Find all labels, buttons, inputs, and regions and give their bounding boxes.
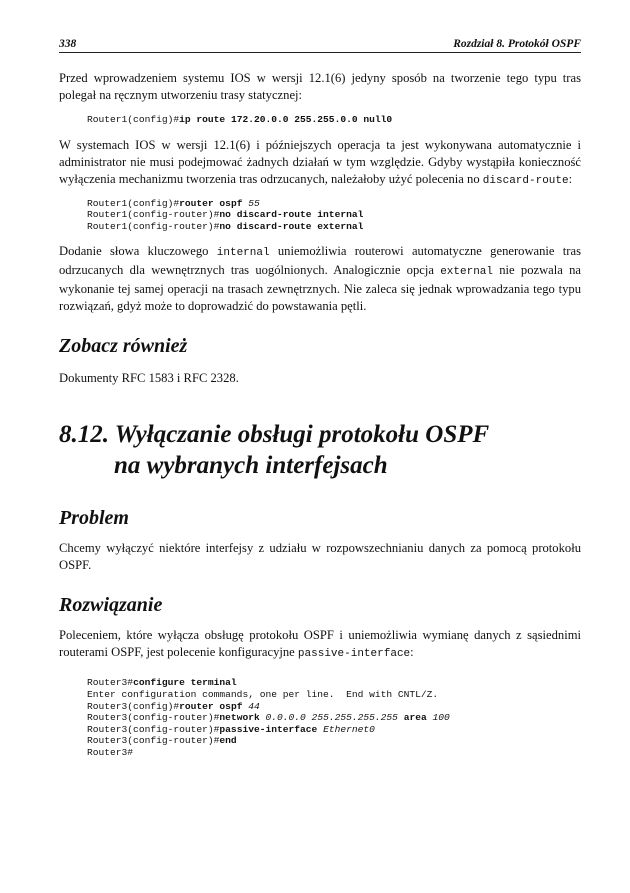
code-prompt: Router3(config-router)#: [87, 735, 220, 747]
code-block-passive-interface: [59, 677, 581, 758]
code-prompt: Router1(config-router)#: [87, 209, 220, 221]
code-command: network: [219, 712, 260, 724]
paragraph-tail: :: [568, 171, 573, 186]
code-command: configure terminal: [133, 677, 237, 689]
code-command: passive-interface: [219, 723, 318, 735]
paragraph-text: W systemach IOS w wersji 12.1(6) i późniejszych operacja ta jest wykonywana automatycznie i administrator nie musi podejmować żadnych działań w tym względzie. Gdyby wystąpiła konieczność wyłączenia mechanizmu tworzenia tras odrzucanych, należałoby użyć polecenia no: [59, 137, 581, 186]
code-prompt: Router3(config-router)#: [87, 712, 220, 724]
code-argument: 100: [432, 712, 450, 724]
paragraph-text: nie pozwala na wykonanie tej samej operacji na trasach zewnętrznych. Nie zaleca się jednak wprowadzania tego typu rozwiązań, gdyż może to doprowadzić do powstawania pętli.: [59, 263, 581, 314]
code-command: router ospf: [179, 197, 243, 209]
section-title: [59, 419, 581, 481]
inline-code-passive-interface: passive-interface: [297, 648, 411, 661]
code-argument: 0.0.0.0 255.255.255.255: [265, 712, 398, 724]
paragraph-intro: Przed wprowadzeniem systemu IOS w wersji 12.1(6) jedyny sposób na tworzenie tego typu tras polegał na ręcznym utworzeniu trasy statycznej:: [59, 71, 581, 102]
code-argument: Ethernet0: [323, 723, 375, 735]
code-command: no discard-route external: [219, 220, 364, 232]
see-also-heading: Zobacz również: [59, 335, 188, 358]
code-prompt: Router3(config-router)#: [87, 723, 220, 735]
problem-heading: Problem: [59, 507, 129, 530]
see-also-text: Dokumenty RFC 1583 i RFC 2328.: [59, 371, 239, 386]
code-prompt: Router1(config)#: [87, 114, 180, 125]
paragraph-text: Poleceniem, które wyłącza obsługę protokołu OSPF i uniemożliwia wymianę danych z sąsiednimi routerami OSPF, jest polecenie konfiguracyjne: [59, 628, 581, 660]
problem-text: Chcemy wyłączyć niektóre interfejsy z udziału w rozpowszechnianiu danych za pomocą protokołu OSPF.: [59, 541, 581, 573]
code-command: no discard-route internal: [219, 209, 364, 221]
code-output: Enter configuration commands, one per line. End with CNTL/Z.: [87, 688, 439, 700]
code-command: area: [403, 712, 427, 724]
code-prompt: Router1(config-router)#: [87, 220, 220, 232]
code-prompt: Router1(config)#: [87, 197, 180, 209]
section-title-line-1: 8.12. Wyłączanie obsługi protokołu OSPF: [59, 421, 490, 449]
code-block-discard-route: [59, 198, 581, 233]
code-argument: 44: [248, 700, 260, 712]
code-prompt: Router3#: [87, 677, 134, 689]
paragraph-keywords: [59, 243, 581, 315]
code-argument: 55: [248, 197, 260, 209]
code-prompt: Router3#: [87, 746, 134, 758]
code-block-static-route: [59, 114, 581, 126]
inline-code: discard-route: [482, 174, 569, 187]
code-command: end: [219, 735, 237, 747]
solution-text: [59, 627, 581, 663]
code-command: ip route 172.20.0.0 255.255.0.0 null0: [179, 114, 393, 125]
running-header: [59, 38, 581, 53]
inline-code-internal: internal: [216, 247, 270, 260]
paragraph-text: uniemożliwia routerowi automatyczne generowanie tras odrzucanych dla wewnętrznych tras uogólnionych. Analogicznie opcja: [59, 244, 581, 278]
paragraph-text: Dodanie słowa kluczowego: [59, 244, 217, 259]
book-page: [59, 38, 581, 759]
section-title-line-2: na wybranych interfejsach: [114, 452, 388, 480]
code-prompt: Router3(config)#: [87, 700, 180, 712]
paragraph-discard-route: [59, 137, 581, 190]
chapter-title: Rozdział 8. Protokół OSPF: [453, 38, 581, 50]
page-number: 338: [59, 38, 77, 50]
inline-code-external: external: [440, 266, 494, 279]
code-command: router ospf: [179, 700, 243, 712]
solution-heading: Rozwiązanie: [59, 594, 163, 617]
paragraph-tail: :: [410, 645, 414, 660]
